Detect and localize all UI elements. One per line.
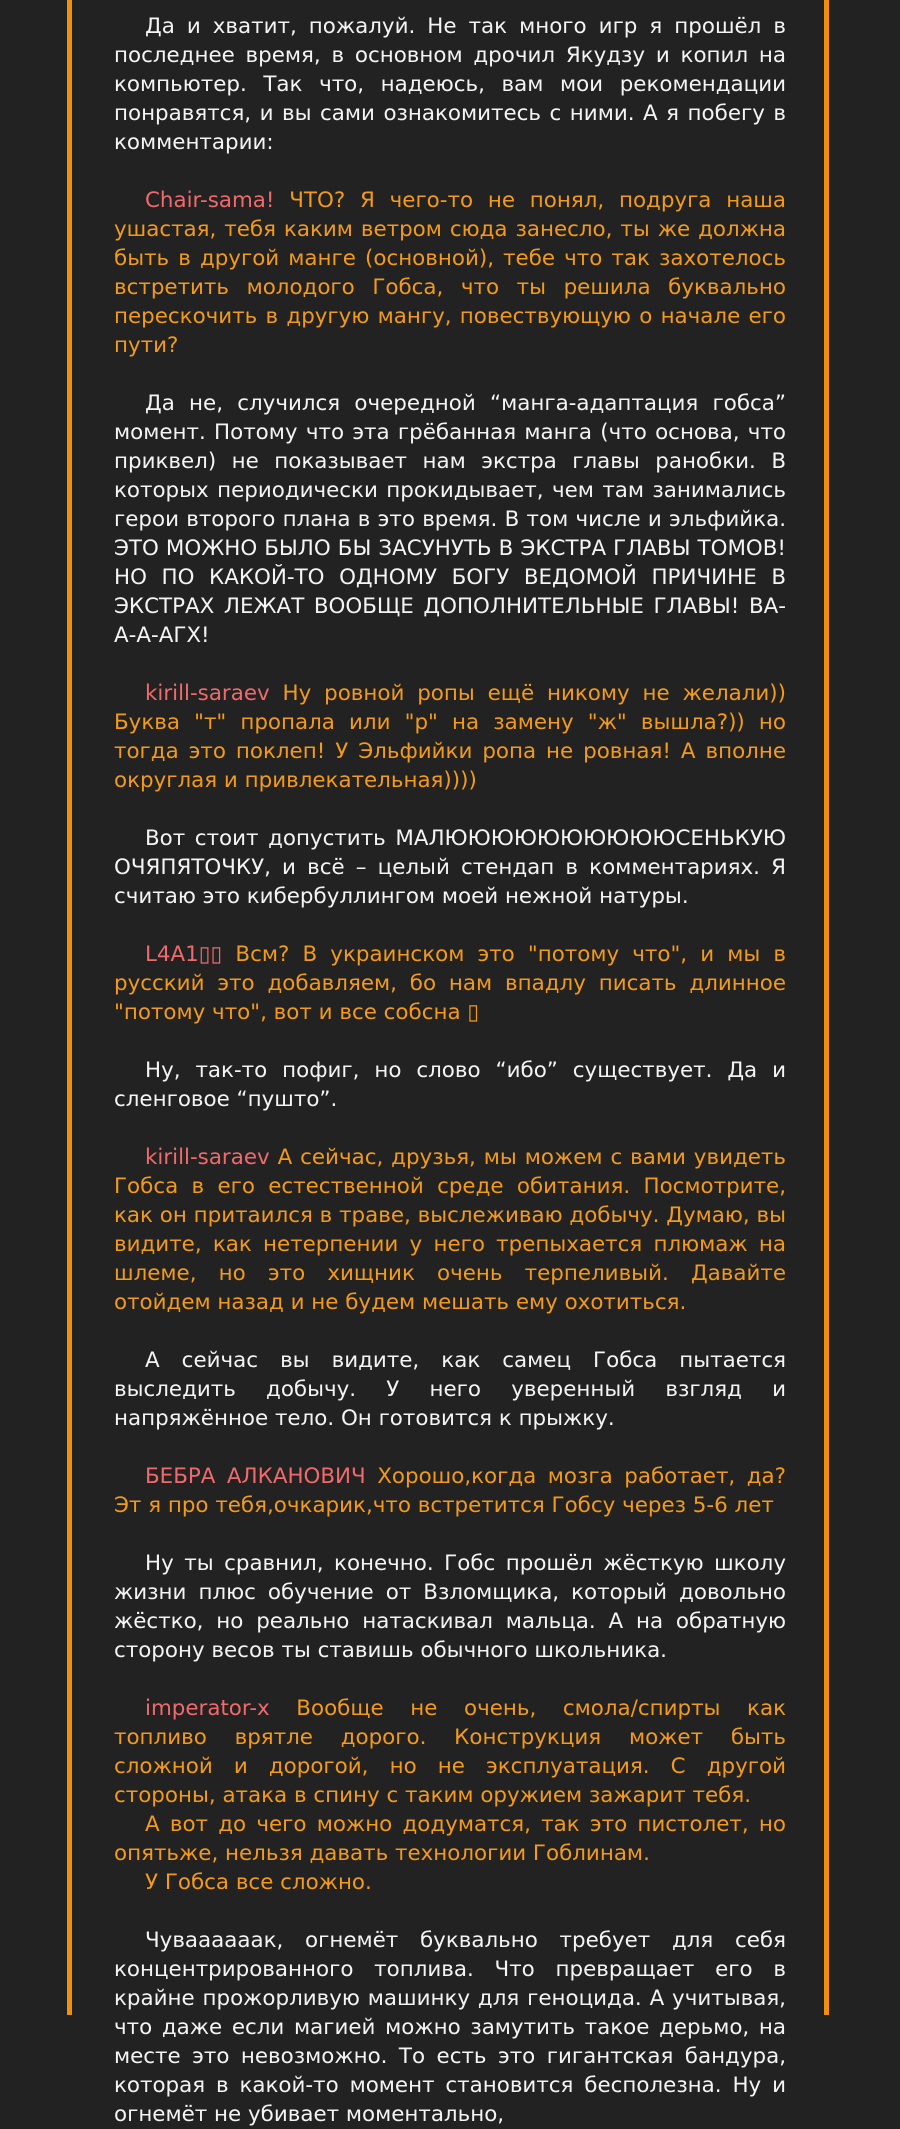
comment-username: L4A1▯▯ (145, 942, 223, 967)
comment-username: kirill-saraev (145, 1145, 270, 1170)
author-paragraph: Да не, случился очередной “манга-адаптация гобса” момент. Потому что эта грёбанная манга (что основа, что приквел) не показывает нам экстра главы ранобки. В которых периодически прокидывает, чем там занимались герои второго плана в это время. В том числе и эльфийка. ЭТО МОЖНО БЫЛО БЫ ЗАСУНУТЬ В ЭКСТРА ГЛАВЫ ТОМОВ! НО ПО КАКОЙ-ТО ОДНОМУ БОГУ ВЕДОМОЙ ПРИЧИНЕ В ЭКСТРАХ ЛЕЖАТ ВООБЩЕ ДОПОЛНИТЕЛЬНЫЕ ГЛАВЫ! ВА-А-А-АГХ! (114, 391, 786, 648)
comment-username: Chair-sama! (145, 188, 275, 213)
comment-username: БЕБРА АЛКАНОВИЧ (145, 1464, 366, 1489)
comment-username: imperator-x (145, 1696, 270, 1721)
quoted-comment (114, 1462, 786, 1520)
author-paragraph: Чуваааааак, огнемёт буквально требует для себя концентрированного топлива. Что превращает его в крайне прожорливую машинку для геноцида. А учитывая, что даже если магией можно замутить такое дерьмо, на месте это невозможно. То есть это гигантская бандура, которая в какой-то момент становится бесполезна. Ну и огнемёт не убивает моментально, (114, 1928, 786, 2127)
author-paragraph: Да и хватит, пожалуй. Не так много игр я прошёл в последнее время, в основном дрочил Якудзу и копил на компьютер. Так что, надеюсь, вам мои рекомендации понравятся, и вы сами ознакомитесь с ними. А я побегу в комментарии: (114, 14, 786, 155)
comment-text: ЧТО? Я чего-то не понял, подруга наша ушастая, тебя каким ветром сюда занесло, ты же должна быть в другой манге (основной), тебе что так захотелось встретить молодого Гобса, что ты решила буквально перескочить в другую мангу, повествующую о начале его пути? (114, 188, 786, 358)
author-paragraph: Вот стоит допустить МАЛЮЮЮЮЮЮЮЮЮЮСЕНЬКУЮ ОЧЯПЯТОЧКУ, и всё – целый стендап в комментариях. Я считаю это кибербуллингом моей нежной натуры. (114, 826, 786, 909)
quoted-comment (114, 1143, 786, 1317)
author-paragraph: Ну ты сравнил, конечно. Гобс прошёл жёсткую школу жизни плюс обучение от Взломщика, который довольно жёстко, но реально натаскивал мальца. А на обратную сторону весов ты ставишь обычного школьника. (114, 1551, 786, 1663)
comment-text: Всм? В украинском это "потому что", и мы в русский это добавляем, бо нам впадлу писать длинное "потому что", вот и все собсна ▯ (114, 942, 786, 1025)
quoted-comment (114, 679, 786, 795)
comment-continuation: А вот до чего можно додуматся, так это пистолет, но опятьже, нельзя давать технологии Гоблинам. (114, 1812, 786, 1866)
comment-continuation: У Гобса все сложно. (145, 1870, 372, 1895)
quoted-comment (114, 186, 786, 360)
quoted-comment (114, 940, 786, 1027)
quoted-comment (114, 1694, 786, 1810)
author-paragraph: А сейчас вы видите, как самец Гобса пытается выследить добычу. У него уверенный взгляд и напряжённое тело. Он готовится к прыжку. (114, 1348, 786, 1431)
author-paragraph: Ну, так-то пофиг, но слово “ибо” существует. Да и сленговое “пушто”. (114, 1058, 786, 1112)
comment-text: Хорошо,когда мозга работает, да?Эт я про тебя,очкарик,что встретится Гобсу через 5-6 лет (114, 1464, 787, 1518)
comment-text: Ну ровной ропы ещё никому не желали)) Буква "т" пропала или "р" на замену "ж" вышла?)) но тогда это поклеп! У Эльфийки ропа не ровная! А вполне округлая и привлекательная)))) (114, 681, 786, 793)
comment-text: Вообще не очень, смола/спирты как топливо врятле дорого. Конструкция может быть сложной и дорогой, но не эксплуатация. С другой стороны, атака в спину с таким оружием зажарит тебя. (114, 1696, 786, 1808)
comment-username: kirill-saraev (145, 681, 270, 706)
article-content (114, 12, 786, 2129)
comment-text: А сейчас, друзья, мы можем с вами увидеть Гобса в его естественной среде обитания. Посмотрите, как он притаился в траве, выслеживаю добычу. Думаю, вы видите, как нетерпении у него трепыхается плюмаж на шлеме, но это хищник очень терпеливый. Давайте отойдем назад и не будем мешать ему охотиться. (114, 1145, 786, 1315)
